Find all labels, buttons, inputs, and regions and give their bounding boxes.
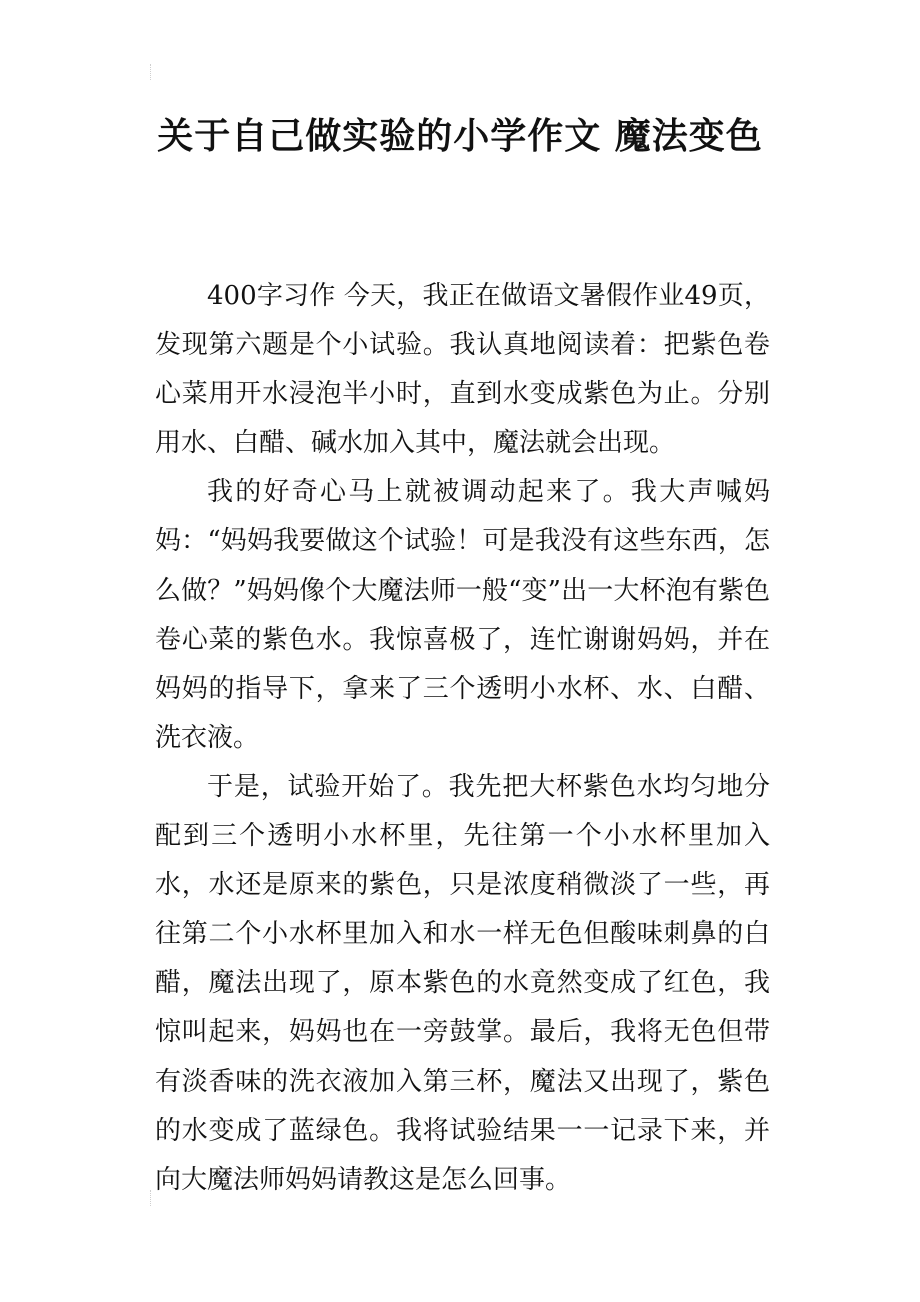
paragraph-1: 400字习作 今天，我正在做语文暑假作业49页，发现第六题是个小试验。我认真地阅读着：把紫色卷心菜用开水浸泡半小时，直到水变成紫色为止。分别用水、白醋、碱水加入其中，魔法就会出现。 <box>155 281 770 459</box>
paragraph-3: 于是，试验开始了。我先把大杯紫色水均匀地分配到三个透明小水杯里，先往第一个小水杯里加入水，水还是原来的紫色，只是浓度稍微淡了一些，再往第二个小水杯里加入和水一样无色但酸味刺鼻的白醋，魔法出现了，原本紫色的水竟然变成了红色，我惊叫起来，妈妈也在一旁鼓掌。最后，我将无色但带有淡香味的洗衣液加入第三杯，魔法又出现了，紫色的水变成了蓝绿色。我将试验结果一一记录下来，并向大魔法师妈妈请教这是怎么回事。 <box>155 771 770 1195</box>
corner-mark-bottom <box>150 1190 161 1206</box>
article-body <box>155 272 770 1205</box>
page-title: 关于自己做实验的小学作文 魔法变色 <box>157 116 763 157</box>
corner-mark-top <box>150 64 161 80</box>
paragraph-2: 我的好奇心马上就被调动起来了。我大声喊妈妈：“妈妈我要做这个试验！可是我没有这些东西，怎么做？”妈妈像个大魔法师一般“变”出一大杯泡有紫色卷心菜的紫色水。我惊喜极了，连忙谢谢妈妈，并在妈妈的指导下，拿来了三个透明小水杯、水、白醋、洗衣液。 <box>155 477 770 753</box>
